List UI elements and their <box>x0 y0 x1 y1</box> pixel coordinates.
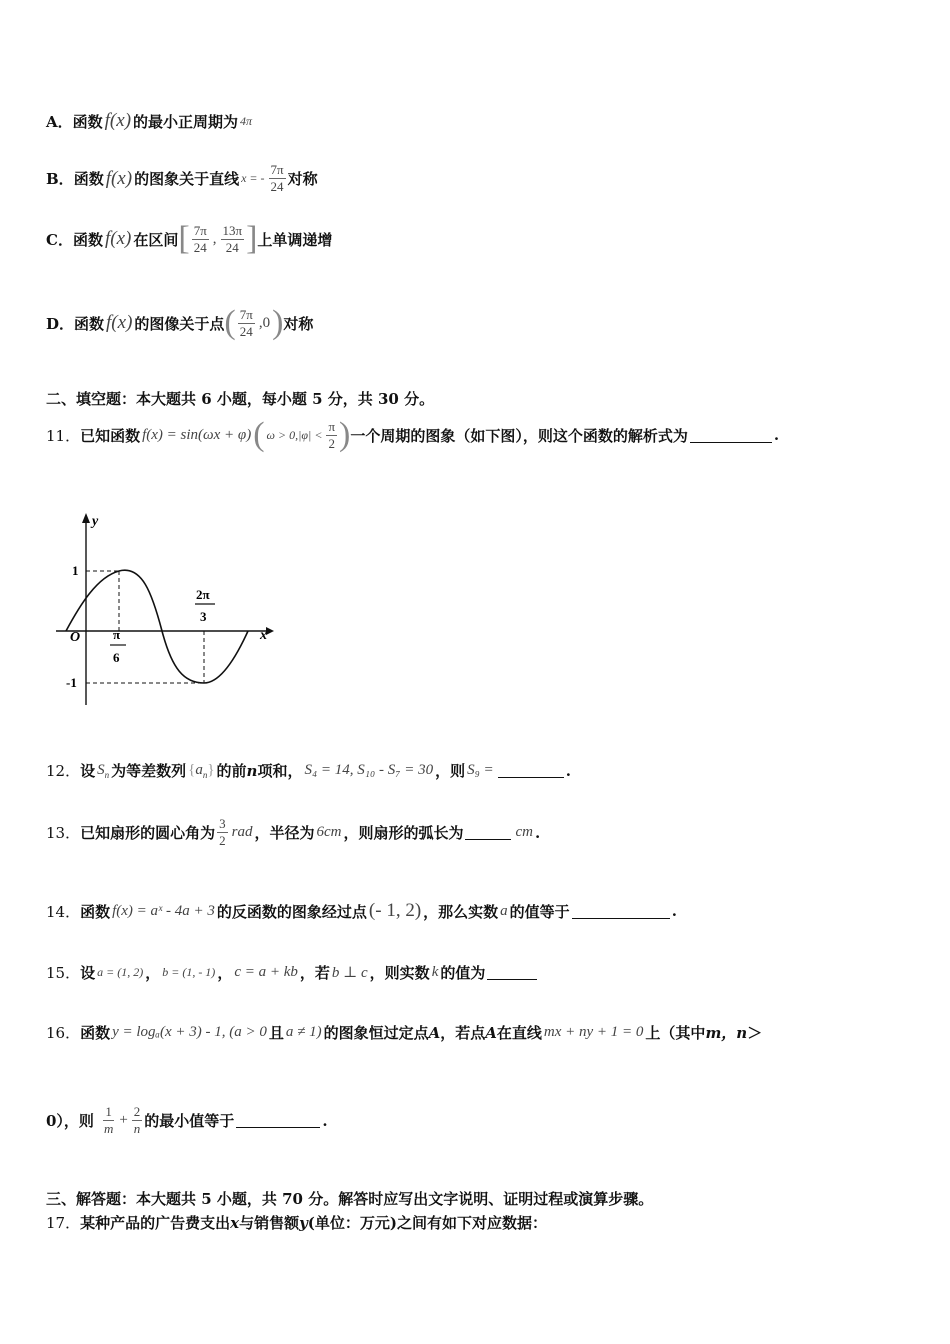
answer-blank <box>690 428 772 443</box>
y-min-label: -1 <box>66 675 77 690</box>
question-16: 16． 函数 y = logₐ(x + 3) - 1, (a > 0 且 a ≠ 1) 的图象恒过定点 A ，若点 A 在直线 mx + ny + 1 = 0 上（其中 m，n ＞ <box>46 1023 763 1042</box>
fraction: $\frac{7\pi}{24}$ <box>270 162 284 194</box>
question-11: 11． 已知函数 f(x) = sin(ωx + φ) ( ω > 0,|φ| < $\frac{\pi}{2}$ ) 一个周期的图象（如下图），则这个函数的解析式为 . <box>46 416 780 453</box>
x-tick1-num: π <box>113 627 121 642</box>
x-label: x <box>260 628 267 643</box>
option-a: A． 函数 f(x) 的最小正周期为 4π <box>46 110 253 131</box>
y-max-label: 1 <box>72 563 79 578</box>
answer-blank <box>487 965 537 980</box>
sine-graph <box>52 505 282 715</box>
fx-expression: f(x) <box>104 110 132 131</box>
option-c: C． 函数 f(x) 在区间 [ $\frac{7\pi}{24}$ , $\frac{13\pi}{24}$ ] 上单调递增 <box>46 220 333 257</box>
sine-curve <box>66 570 248 683</box>
option-b: B． 函数 f(x) 的图象关于直线 x = - $\frac{7\pi}{24}$ 对称 <box>46 162 318 194</box>
origin-label: O <box>70 630 81 645</box>
x-tick2-den: 3 <box>200 609 207 624</box>
x-axis-arrow-icon <box>266 627 274 635</box>
question-15: 15． 设 a = (1, 2) ， b = (1, - 1) ， c = a + kb ，若 b ⊥ c ，则实数 k 的值为 <box>46 962 539 983</box>
question-13: 13． 已知扇形的圆心角为 $\frac{3}{2}$ rad ，半径为 6cm ，则扇形的弧长为 cm . <box>46 816 541 848</box>
y-label: y <box>92 514 99 529</box>
x-tick2-num: 2π <box>196 587 210 602</box>
answer-blank <box>236 1113 320 1128</box>
answer-blank <box>572 904 670 919</box>
section-3-title: 三、解答题：本大题共 5 小题，共 70 分。解答时应写出文字说明、证明过程或演算步骤。 <box>46 1190 654 1208</box>
y-axis-arrow-icon <box>82 513 90 523</box>
question-14: 14． 函数 f(x) = aˣ - 4a + 3 的反函数的图象经过点 (- 1, 2) ，那么实数 a 的值等于 . <box>46 900 677 921</box>
question-12: 12． 设 $S_n$ 为等差数列 $\{a_n\}$ 的前 n 项和， S₄ = 14, S₁₀ - S₇ = 30 ，则 S₉ = . <box>46 761 571 780</box>
x-tick1-den: 6 <box>113 650 120 665</box>
section-2-title: 二、填空题：本大题共 6 小题，每小题 5 分，共 30 分。 <box>46 390 435 408</box>
answer-blank <box>465 825 511 840</box>
question-16-cont: 0），则 $\frac{1}{m}$ + $\frac{2}{n}$ 的最小值等于 . <box>46 1104 328 1136</box>
answer-blank <box>498 763 564 778</box>
option-d: D． 函数 f(x) 的图像关于点 ( $\frac{7\pi}{24}$ ,0 ) 对称 <box>46 304 314 341</box>
question-17: 17． 某种产品的广告费支出 x 与销售额 y (单位：万元)之间有如下对应数据： <box>46 1213 547 1232</box>
